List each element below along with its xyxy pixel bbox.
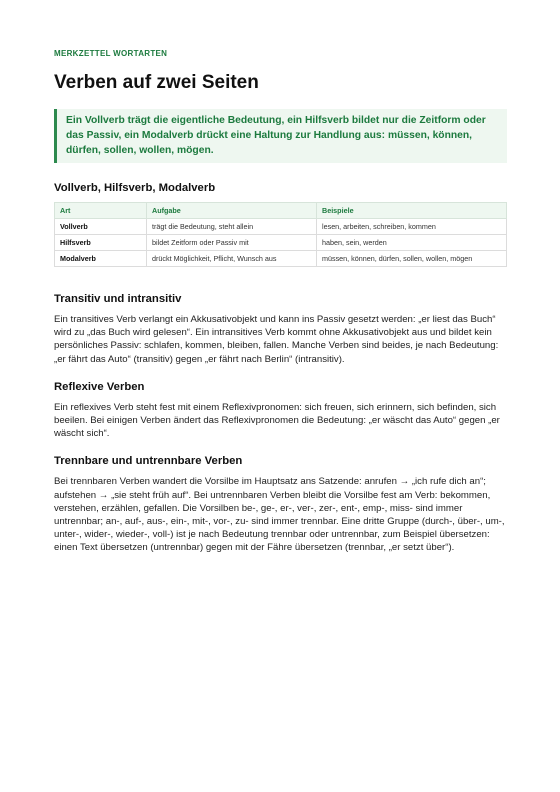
document-eyebrow: MERKZETTEL WORTARTEN	[54, 49, 168, 58]
table-heading: Vollverb, Hilfsverb, Modalverb	[54, 182, 216, 194]
section-transitiv	[54, 293, 507, 366]
section-body: Ein reflexives Verb steht fest mit einem Reflexivpronomen: sich freuen, sich erinnern, sich befinden, sich beeilen. Bei einigen Verben ändert das Reflexivpronomen die Bedeutung: „er wäscht das Auto“ gegen „er wäscht sich“.	[54, 401, 500, 440]
table-cell-beispiele: lesen, arbeiten, schreiben, kommen	[317, 219, 507, 235]
table-cell-beispiele: haben, sein, werden	[317, 235, 507, 251]
table-row	[55, 219, 507, 235]
section-heading: Reflexive Verben	[54, 380, 145, 393]
section-heading: Trennbare und untrennbare Verben	[54, 455, 243, 468]
section-reflexiv	[54, 381, 507, 441]
column-header-beispiele: Beispiele	[317, 203, 507, 219]
summary-callout: Ein Vollverb trägt die eigentliche Bedeutung, ein Hilfsverb bildet nur die Zeitform oder das Passiv, ein Modalverb drückt eine Haltung zur Handlung aus: müssen, können, dürfen, sollen, wollen, mögen.	[54, 109, 507, 163]
column-header-aufgabe: Aufgabe	[147, 203, 317, 219]
column-header-art: Art	[55, 203, 147, 219]
verb-types-table	[54, 202, 507, 267]
table-cell-art: Modalverb	[55, 251, 147, 267]
section-heading: Transitiv und intransitiv	[54, 293, 182, 305]
table-cell-aufgabe: bildet Zeitform oder Passiv mit	[147, 235, 317, 251]
section-body: Ein transitives Verb verlangt ein Akkusativobjekt und kann ins Passiv gesetzt werden: „er liest das Buch“ wird zu „das Buch wird gelesen“. Ein intransitives Verb kommt ohne Akkusativobjekt aus und bildet kein persönliches Passiv: schlafen, kommen, bleiben, fallen. Manche Verben sind beides, je nach Bedeutung: „er fährt das Auto“ (transitiv) gegen „er fährt nach Berlin“ (intransitiv).	[54, 314, 499, 365]
table-row	[55, 235, 507, 251]
table-header-row	[55, 203, 507, 219]
table-cell-beispiele: müssen, können, dürfen, sollen, wollen, mögen	[317, 251, 507, 267]
table-cell-aufgabe: trägt die Bedeutung, steht allein	[147, 219, 317, 235]
section-trennbar	[54, 455, 507, 554]
section-body: Bei trennbaren Verben wandert die Vorsilbe im Hauptsatz ans Satzende: anrufen → „ich rufe dich an“; aufstehen → „sie steht früh auf“. Bei untrennbaren Verben bleibt die Vorsilbe fest am Verb: bekommen, verstehen, erzählen, gefallen. Die Vorsilben be-, ge-, er-, ver-, zer-, ent-, emp-, miss- sind immer untrennbar; an-, auf-, aus-, ein-, mit-, vor-, zu- sind immer trennbar. Eine dritte Gruppe (durch-, über-, um-, unter-, wider-, wieder-, voll-) ist je nach Bedeutung trennbar oder untrennbar, zum Beispiel übersetzen: einen Text übersetzen (untrennbar) gegen mit der Fähre übersetzen (trennbar, „er setzt über“).	[54, 476, 505, 554]
table-cell-aufgabe: drückt Möglichkeit, Pflicht, Wunsch aus	[147, 251, 317, 267]
table-row	[55, 251, 507, 267]
table-cell-art: Vollverb	[55, 219, 147, 235]
table-cell-art: Hilfsverb	[55, 235, 147, 251]
page-title: Verben auf zwei Seiten	[54, 72, 259, 93]
